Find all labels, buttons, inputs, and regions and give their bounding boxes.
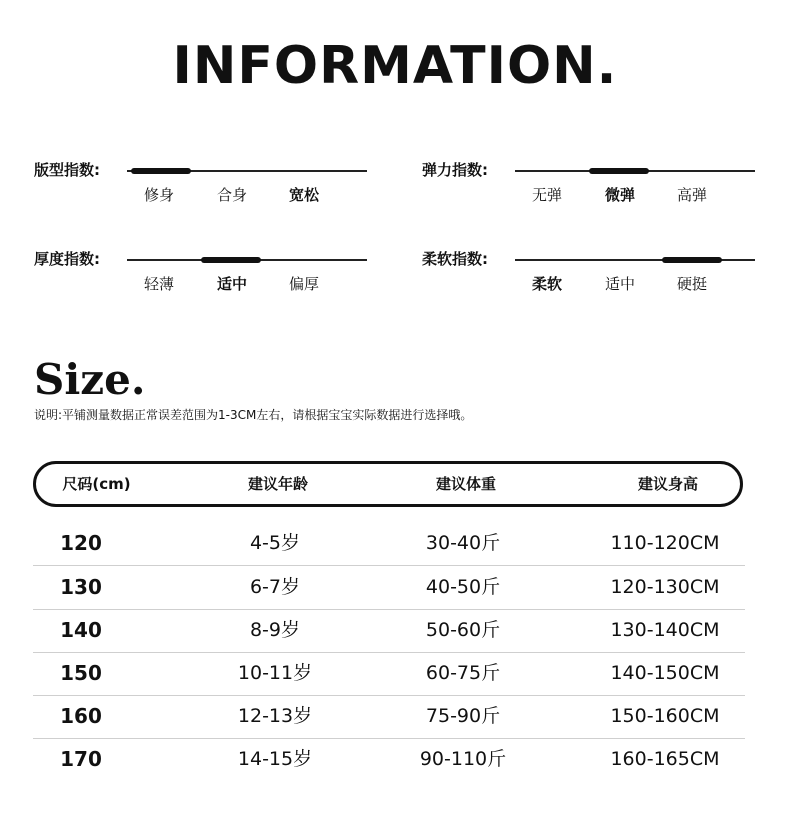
age-cell: 4-5岁	[249, 532, 301, 554]
table-row	[33, 522, 745, 566]
fabric-index-option: 偏厚	[288, 275, 319, 293]
size-heading: Size.	[34, 355, 146, 404]
table-row	[33, 566, 745, 610]
size-cell: 140	[60, 618, 102, 642]
header-age: 建议年龄	[247, 475, 308, 493]
table-row	[33, 609, 745, 653]
height-cell: 150-160CM	[610, 705, 720, 727]
header-size: 尺码(cm)	[62, 475, 131, 493]
height-cell: 160-165CM	[610, 748, 720, 770]
fabric-index-option: 合身	[216, 186, 247, 204]
fabric-index	[34, 249, 374, 309]
table-row	[33, 738, 745, 781]
age-cell: 12-13岁	[237, 705, 313, 727]
fabric-index-option: 修身	[143, 186, 174, 204]
fabric-index-label: 弹力指数:	[422, 161, 488, 179]
weight-cell: 60-75斤	[425, 662, 501, 684]
fabric-index-marker	[201, 257, 261, 263]
fabric-index-marker	[589, 168, 649, 174]
table-row	[33, 695, 745, 739]
fabric-index	[34, 160, 374, 220]
size-cell: 160	[60, 704, 102, 728]
measurement-note: 说明:平铺测量数据正常误差范围为1-3CM左右，请根据宝宝实际数据进行选择哦。	[34, 408, 473, 422]
header-height: 建议身高	[637, 475, 698, 493]
fabric-index-option: 柔软	[531, 275, 562, 293]
fabric-index-option: 适中	[604, 275, 635, 293]
fabric-index-option: 硬挺	[676, 275, 707, 293]
fabric-index-option: 宽松	[288, 186, 319, 204]
height-cell: 140-150CM	[610, 662, 720, 684]
weight-cell: 90-110斤	[419, 748, 507, 770]
size-cell: 120	[60, 531, 102, 555]
table-row	[33, 652, 745, 696]
fabric-index	[422, 160, 762, 220]
fabric-index-marker	[662, 257, 722, 263]
weight-cell: 40-50斤	[425, 576, 501, 598]
fabric-index-label: 版型指数:	[34, 161, 100, 179]
height-cell: 130-140CM	[610, 619, 720, 641]
weight-cell: 30-40斤	[425, 532, 501, 554]
header-weight: 建议体重	[435, 475, 496, 493]
height-cell: 120-130CM	[610, 576, 720, 598]
information-title: INFORMATION.	[172, 36, 618, 96]
fabric-index	[422, 249, 762, 309]
fabric-index-label: 厚度指数:	[34, 250, 100, 268]
weight-cell: 75-90斤	[425, 705, 501, 727]
fabric-index-option: 无弹	[531, 186, 562, 204]
height-cell: 110-120CM	[610, 532, 720, 554]
fabric-index-option: 轻薄	[143, 275, 174, 293]
fabric-index-option: 高弹	[676, 186, 707, 204]
size-cell: 150	[60, 661, 102, 685]
size-table-header	[33, 461, 743, 507]
age-cell: 8-9岁	[249, 619, 301, 641]
fabric-index-option: 适中	[216, 275, 247, 293]
age-cell: 6-7岁	[249, 576, 301, 598]
weight-cell: 50-60斤	[425, 619, 501, 641]
age-cell: 14-15岁	[237, 748, 313, 770]
fabric-index-marker	[131, 168, 191, 174]
fabric-index-option: 微弹	[604, 186, 635, 204]
size-cell: 130	[60, 575, 102, 599]
size-cell: 170	[60, 747, 102, 771]
fabric-index-label: 柔软指数:	[422, 250, 488, 268]
age-cell: 10-11岁	[237, 662, 313, 684]
